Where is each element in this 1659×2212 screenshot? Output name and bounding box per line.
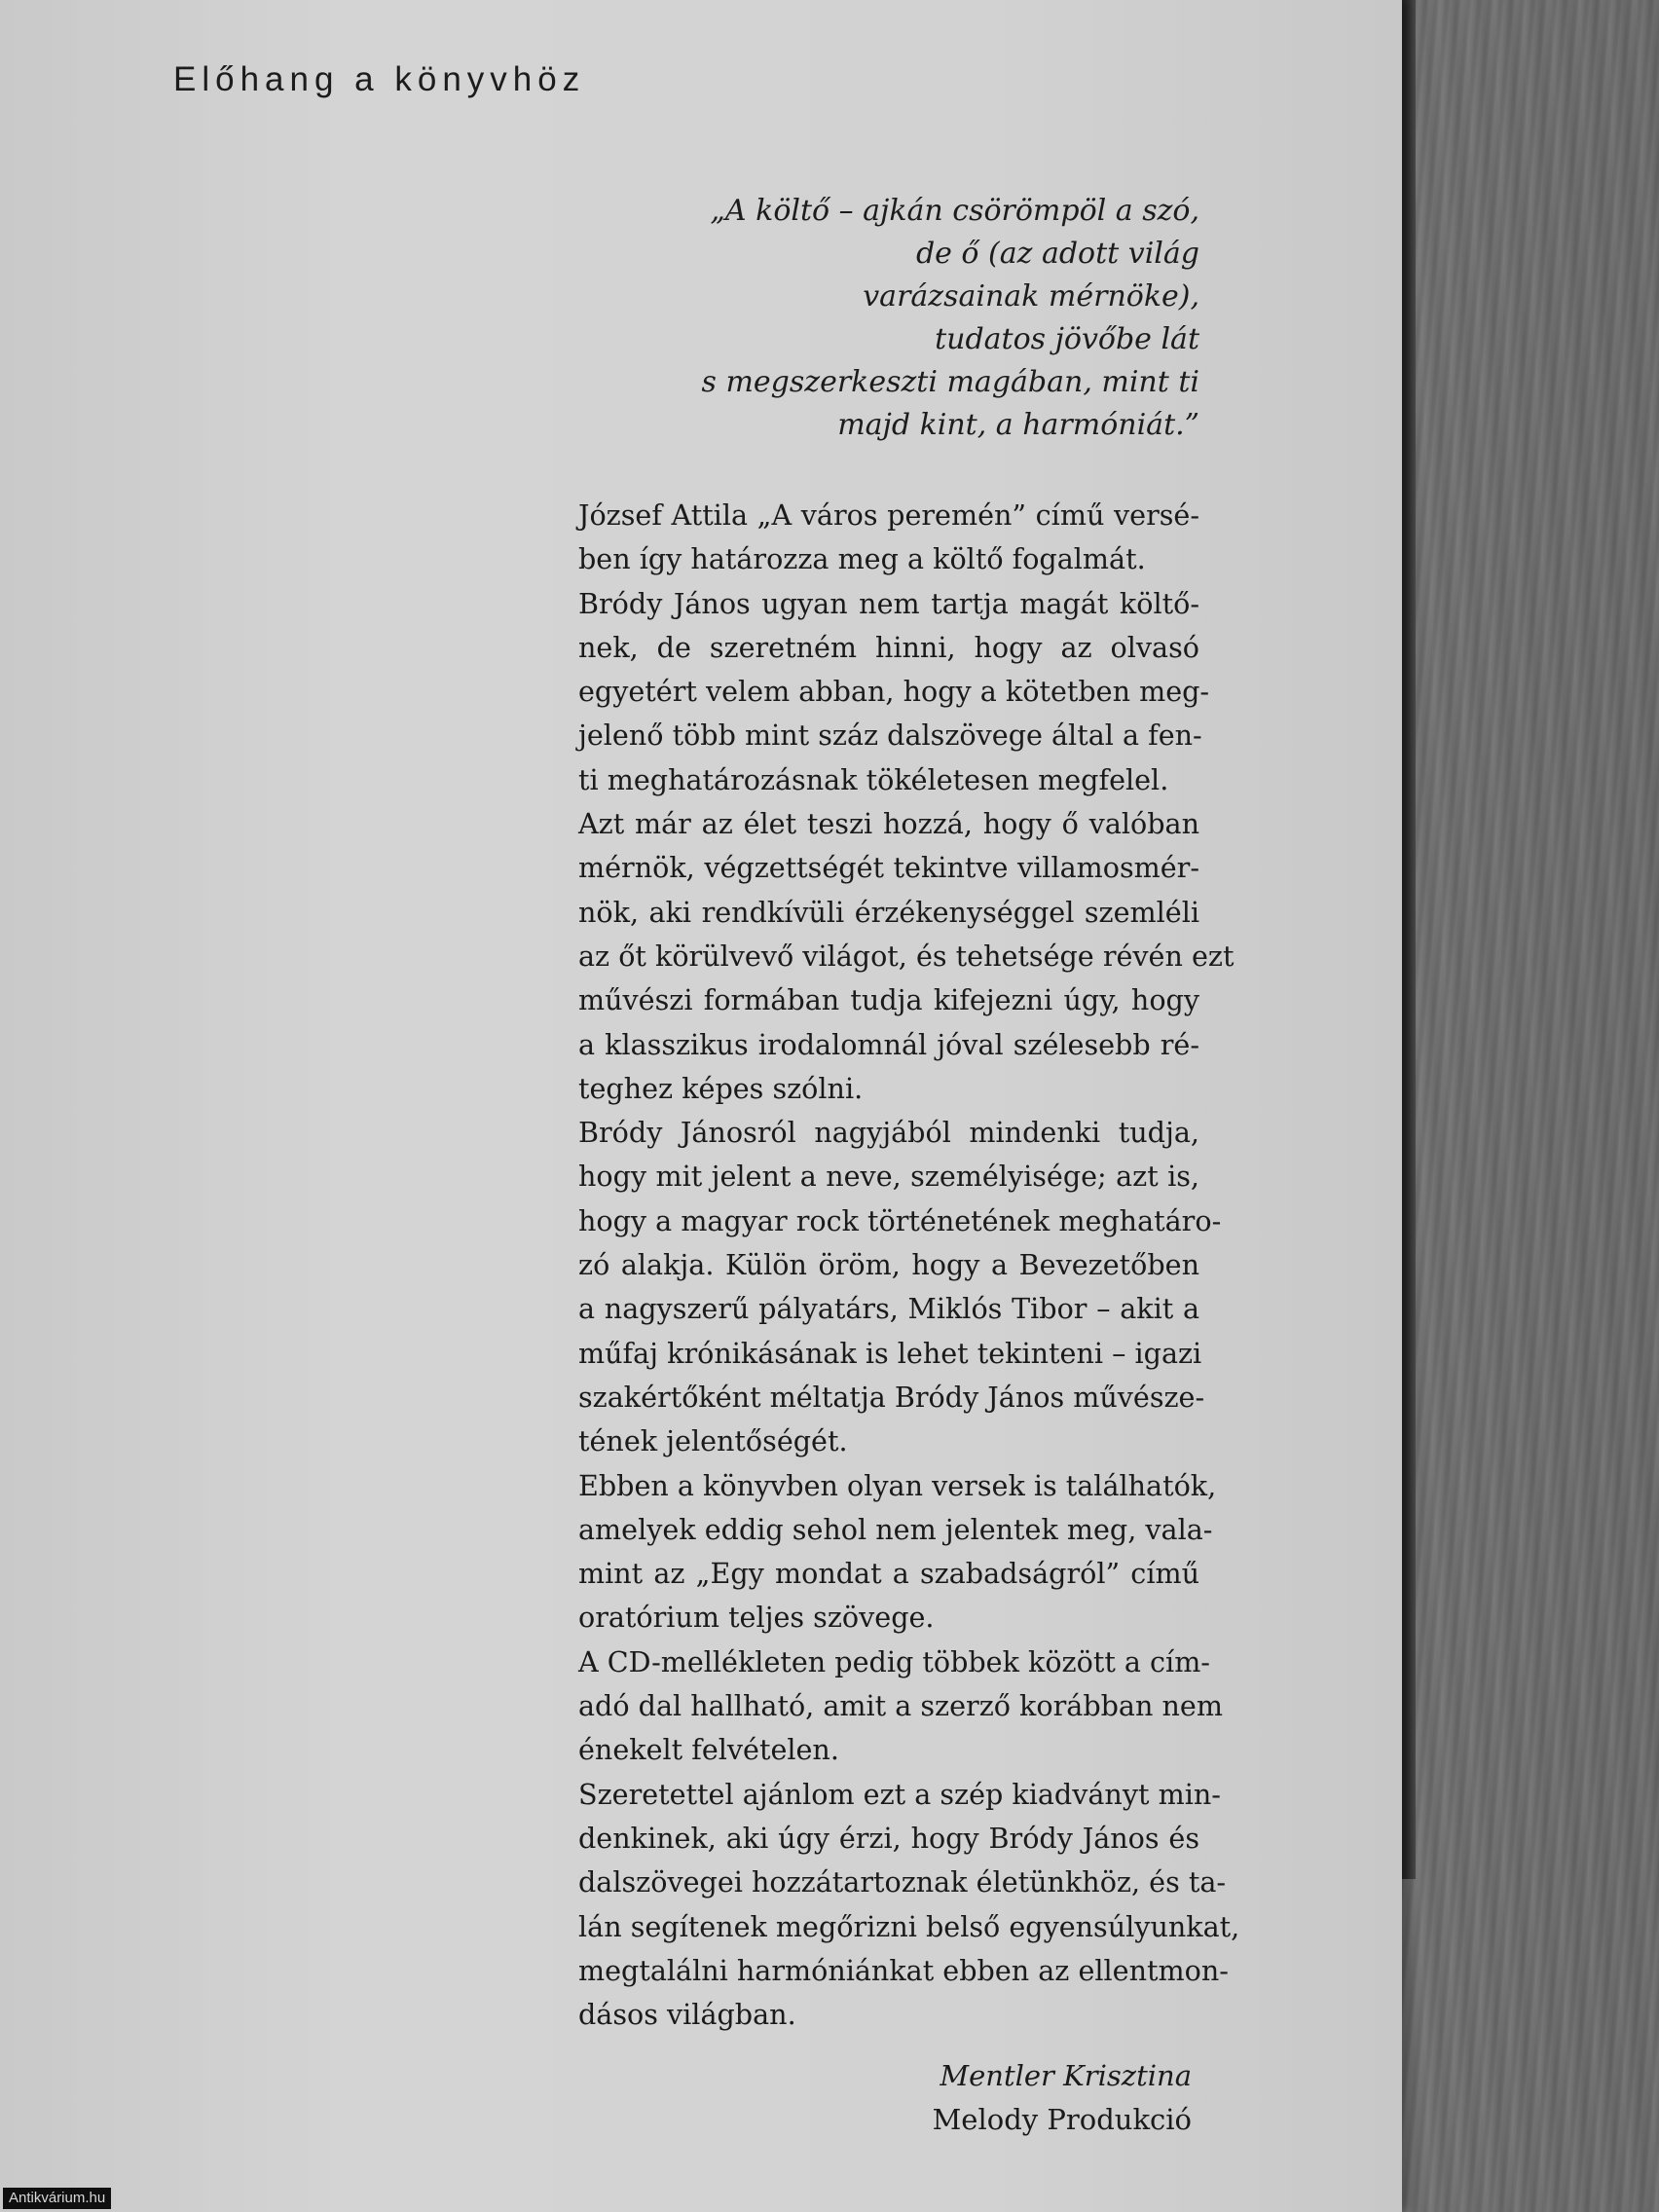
body-line: teghez képes szólni. — [578, 1071, 864, 1105]
watermark: Antikvárium.hu — [3, 2188, 111, 2209]
body-line: ti meghatározásnak tökéletesen megfelel. — [578, 762, 1169, 796]
body-line: mérnök, végzettségét tekintve villamosmér- — [578, 851, 1199, 885]
body-line: mint az „Egy mondat a szabadságról” című — [578, 1557, 1199, 1591]
body-text — [578, 494, 1240, 2037]
motto-quote — [460, 190, 1199, 447]
motto-line: s megszerkeszti magában, mint ti — [701, 365, 1199, 399]
signature-name: Mentler Krisztina — [940, 2059, 1192, 2092]
body-line: művészi formában tudja kifejezni úgy, hogy — [578, 983, 1199, 1017]
body-line: adó dal hallható, amit a szerző korábban nem — [578, 1689, 1223, 1723]
body-line: lán segítenek megőrizni belső egyensúlyunkat, — [578, 1909, 1240, 1943]
motto-line: tudatos jövőbe lát — [935, 322, 1199, 356]
body-line: dásos világban. — [578, 1998, 796, 2032]
body-line: az őt körülvevő világot, és tehetsége révén ezt — [578, 939, 1235, 973]
body-line: Bródy János ugyan nem tartja magát költő- — [578, 586, 1199, 620]
body-line: jelenő több mint száz dalszövege által a fen- — [578, 719, 1202, 753]
body-line: dalszövegei hozzátartoznak életünkhöz, és ta- — [578, 1865, 1227, 1899]
body-line: A CD-mellékleten pedig többek között a cím- — [578, 1644, 1210, 1678]
body-line: denkinek, aki úgy érzi, hogy Bródy János és — [578, 1821, 1199, 1855]
signature — [933, 2054, 1192, 2142]
body-line: zó alakja. Külön öröm, hogy a Bevezetőben — [578, 1248, 1199, 1282]
body-line: tének jelentőségét. — [578, 1424, 848, 1458]
body-line: Szeretettel ajánlom ezt a szép kiadványt min- — [578, 1777, 1221, 1811]
body-line: Azt már az élet teszi hozzá, hogy ő valóban — [578, 807, 1199, 841]
body-line: ben így határozza meg a költő fogalmát. — [578, 542, 1146, 576]
motto-line: majd kint, a harmóniát.” — [837, 408, 1199, 442]
body-line: énekelt felvételen. — [578, 1733, 839, 1767]
body-line: megtalálni harmóniánkat ebben az ellentmon- — [578, 1953, 1229, 1987]
motto-line: „A költő – ajkán csörömpöl a szó, — [710, 194, 1199, 228]
motto-line: varázsainak mérnöke), — [863, 279, 1199, 313]
body-line: a klasszikus irodalomnál jóval szélesebb ré- — [578, 1027, 1199, 1061]
body-line: hogy a magyar rock történetének meghatáro- — [578, 1203, 1222, 1237]
signature-company: Melody Produkció — [932, 2103, 1192, 2136]
body-line: hogy mit jelent a neve, személyisége; azt is, — [578, 1160, 1199, 1194]
body-line: nök, aki rendkívüli érzékenységgel szemléli — [578, 895, 1199, 929]
body-line: amelyek eddig sehol nem jelentek meg, vala- — [578, 1512, 1213, 1546]
body-line: oratórium teljes szövege. — [578, 1601, 935, 1635]
page-heading: Előhang a könyvhöz — [173, 60, 586, 98]
body-line: nek, de szeretném hinni, hogy az olvasó — [578, 630, 1199, 664]
body-line: a nagyszerű pályatárs, Miklós Tibor – akit a — [578, 1292, 1199, 1326]
body-line: Bródy Jánosról nagyjából mindenki tudja, — [578, 1116, 1199, 1150]
body-line: műfaj krónikásának is lehet tekinteni – igazi — [578, 1336, 1202, 1370]
body-line: szakértőként méltatja Bródy János művésze- — [578, 1380, 1205, 1414]
body-line: Ebben a könyvben olyan versek is találhatók, — [578, 1468, 1217, 1502]
motto-line: de ő (az adott világ — [915, 237, 1199, 271]
body-line: József Attila „A város peremén” című versé- — [578, 498, 1199, 532]
wood-background — [1402, 0, 1659, 2212]
body-line: egyetért velem abban, hogy a kötetben meg- — [578, 675, 1210, 709]
